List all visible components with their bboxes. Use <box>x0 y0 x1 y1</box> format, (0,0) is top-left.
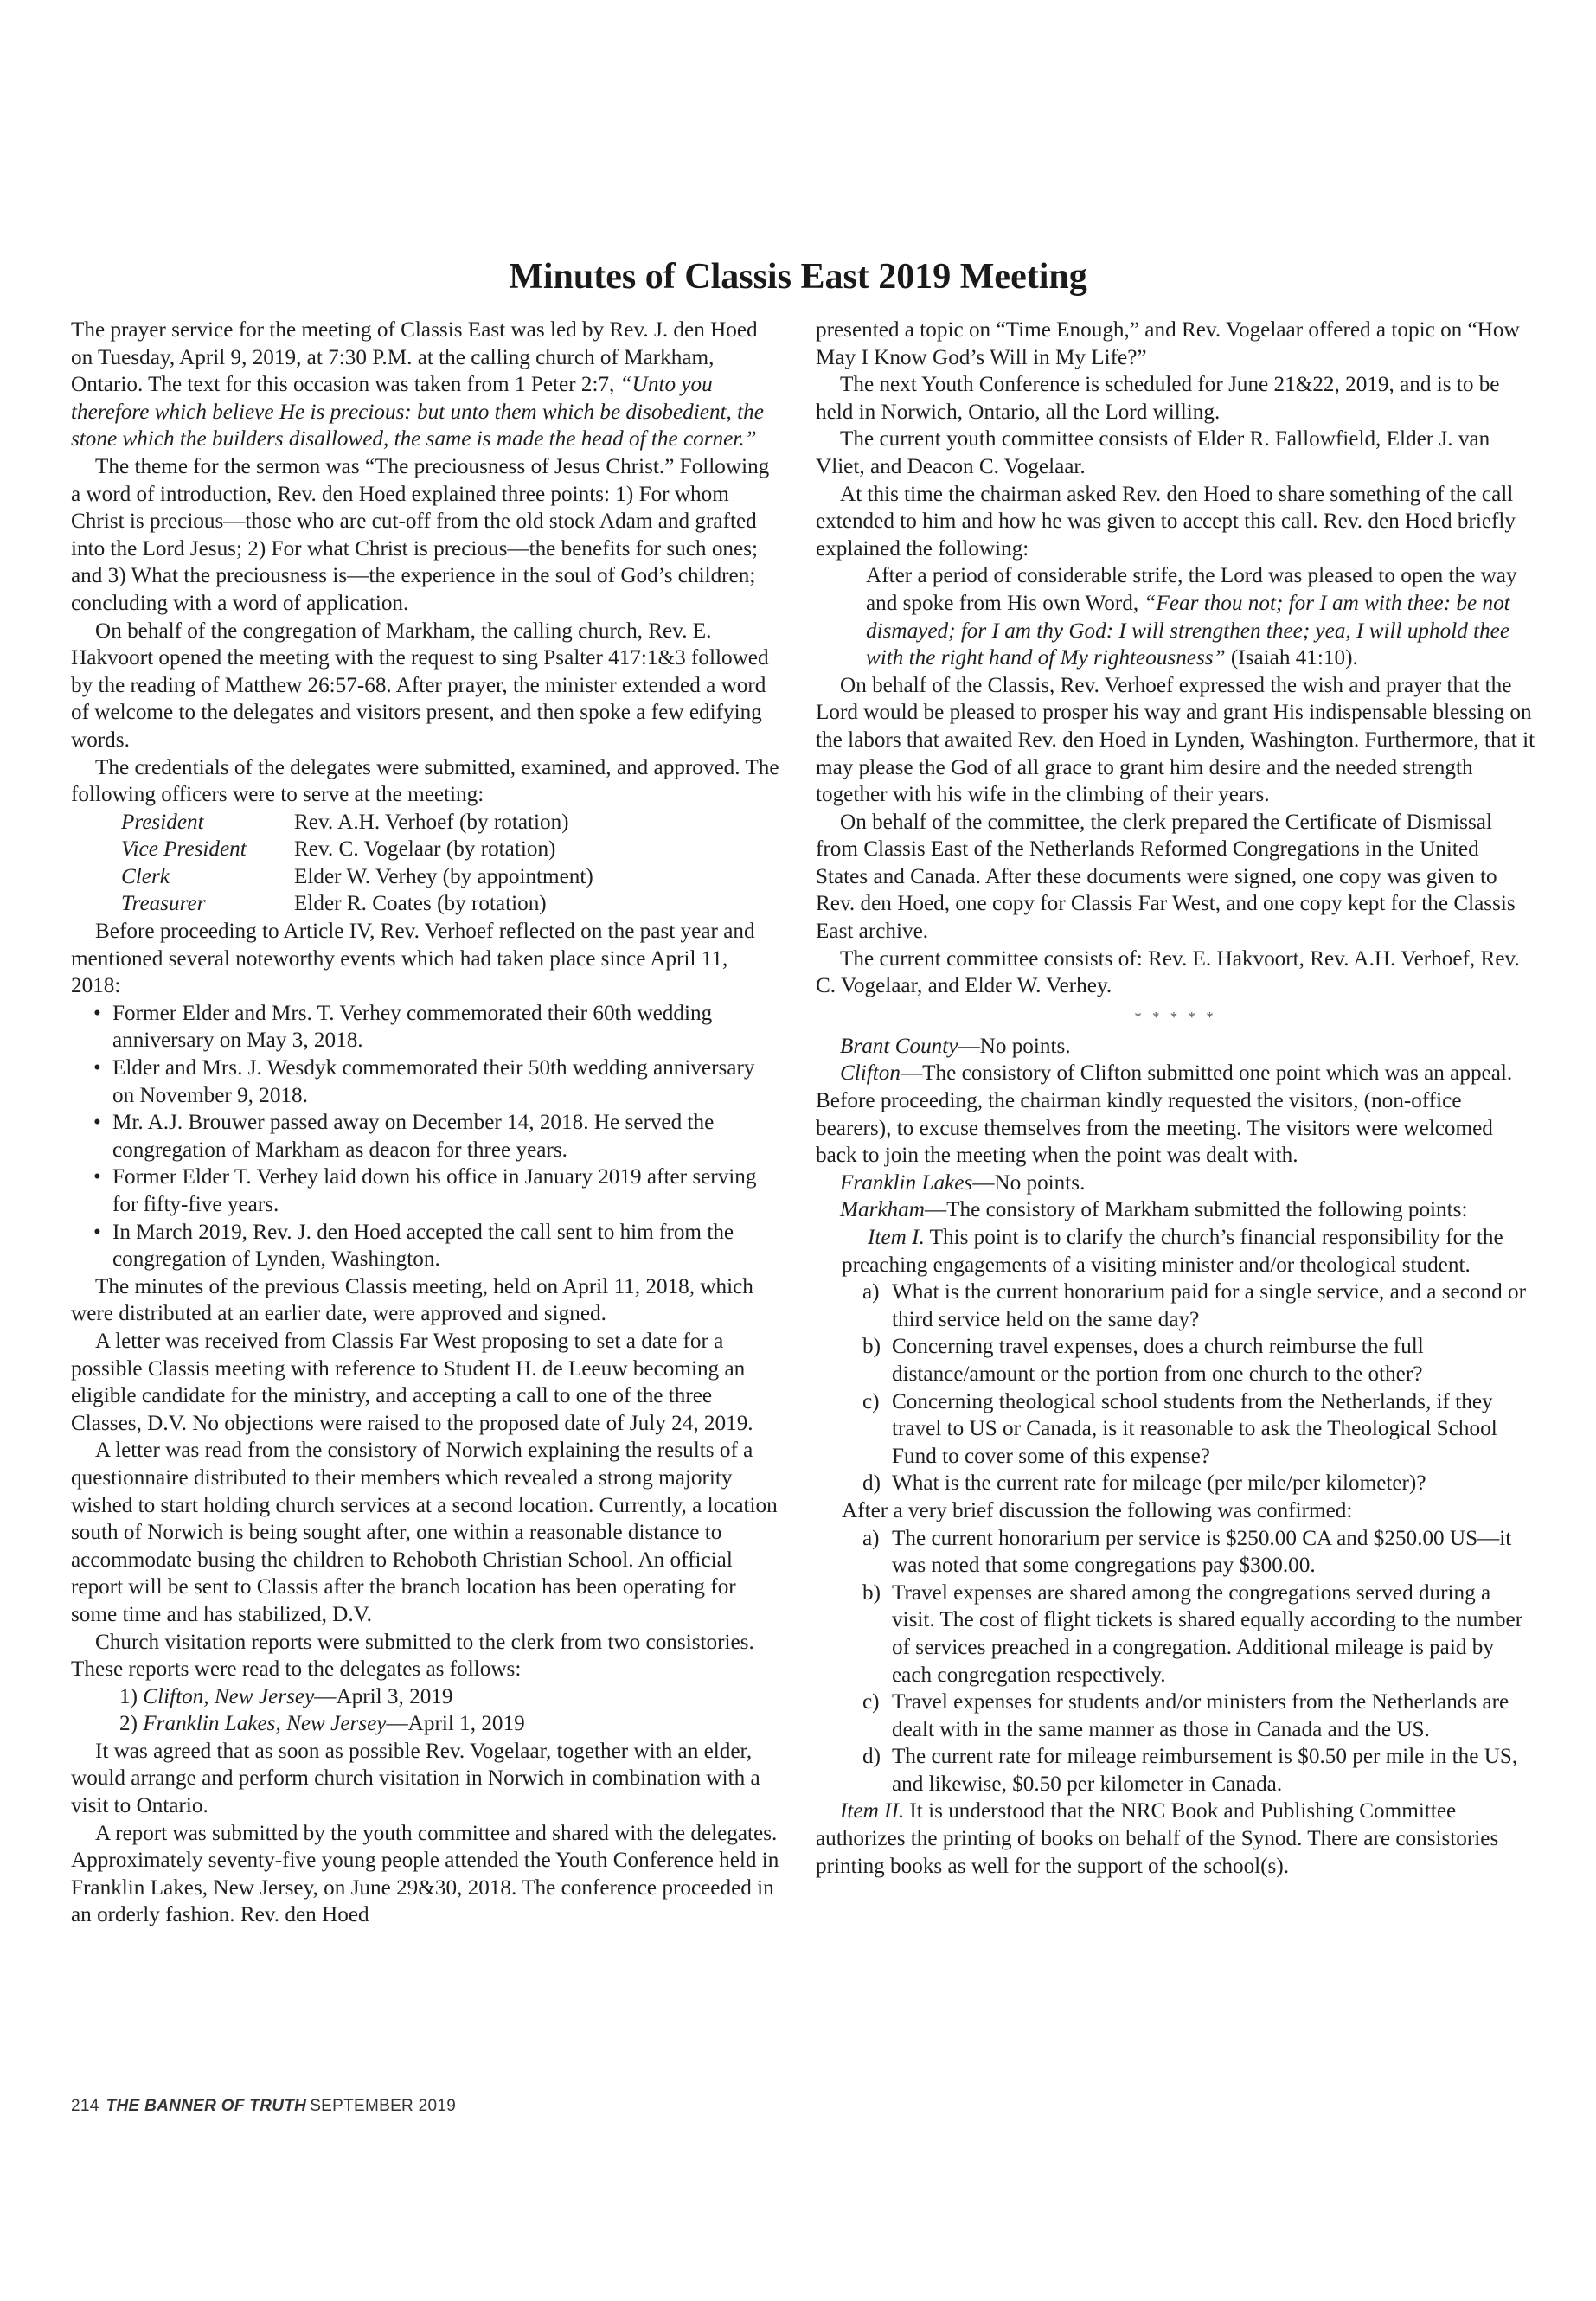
officer-row: Vice President Rev. C. Vogelaar (by rotation) <box>121 837 556 862</box>
paragraph-committee: The current committee consists of: Rev. E. Hakvoort, Rev. A.H. Verhoef, Rev. C. Vogelaar, and Elder W. Verhey. <box>816 946 1520 998</box>
list-item: • Elder and Mrs. J. Wesdyk commemorated their 50th wedding anniversary on November 9, 2018. <box>93 1056 755 1107</box>
answers-list <box>816 1525 1535 1798</box>
paragraph-dismissal: On behalf of the committee, the clerk prepared the Certificate of Dismissal from Classis East of the Netherlands Reformed Congregations in the United States and Canada. After these documents were signed, one copy was given to Rev. den Hoed, one copy for Classis Far West, and one copy kept for the Classis East archive. <box>816 810 1516 944</box>
bullet-icon: • <box>93 1056 101 1080</box>
item-two: Item II. It is understood that the NRC Book and Publishing Committee authorizes the printing of books on behalf of the Synod. There are consistories printing books as well for the support of the school(s). <box>816 1799 1499 1878</box>
list-item: b) Concerning travel expenses, does a church reimburse the full distance/amount or the portion from one church to the other? <box>862 1335 1424 1386</box>
paragraph-youth-topics: presented a topic on “Time Enough,” and Rev. Vogelaar offered a topic on “How May I Know God’s Will in My Life?” <box>816 318 1520 369</box>
questions-list <box>816 1279 1535 1497</box>
paragraph-brant-county: Brant County—No points. <box>840 1034 1071 1058</box>
page-footer <box>71 2097 456 2116</box>
paragraph-clifton: Clifton—The consistory of Clifton submitted one point which was an appeal. Before proceeding, the chairman kindly requested the visitors, (non-office bearers), to excuse themselves from the meeting. The visitors were welcomed back to join the meeting when the point was dealt with. <box>816 1061 1513 1168</box>
section-divider: * * * * * <box>1134 1008 1217 1025</box>
paragraph-opening: On behalf of the congregation of Markham, the calling church, Rev. E. Hakvoort opened the meeting with the request to sing Psalter 417:1&3 followed by the reading of Matthew 26:57-68. After prayer, the minister extended a word of welcome to the delegates and visitors present, and then spoke a few edifying words. <box>71 619 769 752</box>
paragraph-minutes: The minutes of the previous Classis meeting, held on April 11, 2018, which were distributed at an earlier date, were approved and signed. <box>71 1274 753 1326</box>
list-item: b) Travel expenses are shared among the congregations served during a visit. The cost of flight tickets is shared equally according to the number of services preached in a congregation. Additional mileage is paid by each congregation respectively. <box>862 1580 1523 1687</box>
paragraph-confirmed: After a very brief discussion the following was confirmed: <box>842 1498 1353 1522</box>
paragraph-reflection: Before proceeding to Article IV, Rev. Verhoef reflected on the past year and mentioned several noteworthy events which had taken place since April 11, 2018: <box>71 920 755 998</box>
paragraph-youth-report: A report was submitted by the youth committee and shared with the delegates. Approximately seventy-five young people attended the Youth Conference held in Franklin Lakes, New Jersey, on June 29&30, 2018. The conference proceeded in an orderly fashion. Rev. den Hoed <box>71 1821 779 1927</box>
visitation-item: 2) Franklin Lakes, New Jersey—April 1, 2019 <box>119 1712 525 1736</box>
list-item: c) Concerning theological school students from the Netherlands, if they travel to US or Canada, is it reasonable to ask the Theological School Fund to cover some of this expense? <box>862 1389 1497 1468</box>
left-column <box>71 317 780 1929</box>
paragraph-markham: Markham—The consistory of Markham submitted the following points: <box>840 1198 1468 1222</box>
magazine-name: THE BANNER OF TRUTH <box>106 2097 307 2115</box>
paragraph-youth-committee: The current youth committee consists of Elder R. Fallowfield, Elder J. van Vliet, and Deacon C. Vogelaar. <box>816 427 1490 478</box>
article-title: Minutes of Classis East 2019 Meeting <box>509 257 1087 297</box>
right-column <box>816 317 1535 1880</box>
scripture-quote: “Unto you therefore which believe He is precious: but unto them which be disobedient, the stone which the builders disallowed, the same is made the head of the corner.” <box>71 373 764 452</box>
paragraph-blessing: On behalf of the Classis, Rev. Verhoef expressed the wish and prayer that the Lord would be pleased to prosper his way and grant His indispensable blessing on the labors that awaited Rev. den Hoed in Lynden, Washington. Furthermore, that it may please the God of all grace to grant him desire and the needed strength together with his wife in the climbing of their years. <box>816 673 1535 807</box>
list-item: d) What is the current rate for mileage (per mile/per kilometer)? <box>862 1471 1426 1496</box>
list-item: a) What is the current honorarium paid for a single service, and a second or third service held on the same day? <box>862 1280 1526 1331</box>
list-item: d) The current rate for mileage reimbursement is $0.50 per mile in the US, and likewise, $0.50 per kilometer in Canada. <box>862 1745 1518 1796</box>
paragraph-prayer-service: The prayer service for the meeting of Classis East was led by Rev. J. den Hoed on Tuesday, April 9, 2019, at 7:30 P.M. at the calling church of Markham, Ontario. The text for this occasion was taken from 1 Peter 2:7, “Unto you therefore which believe He is precious: but unto them which be disobedient, the stone which the builders disallowed, the same is made the head of the corner.” <box>71 318 764 452</box>
issue-date: SEPTEMBER 2019 <box>310 2097 457 2115</box>
page-number: 214 <box>71 2097 99 2115</box>
list-item: • Mr. A.J. Brouwer passed away on December 14, 2018. He served the congregation of Markham as deacon for three years. <box>93 1111 715 1162</box>
paragraph-next-conference: The next Youth Conference is scheduled for June 21&22, 2019, and is to be held in Norwich, Ontario, all the Lord willing. <box>816 373 1500 424</box>
officer-list <box>71 809 780 918</box>
paragraph-far-west-letter: A letter was received from Classis Far West proposing to set a date for a possible Classis meeting with reference to Student H. de Leeuw becoming an eligible candidate for the ministry, and accepting a call to one of the three Classes, D.V. No objections were raised to the proposed date of July 24, 2019. <box>71 1329 753 1435</box>
block-quote: After a period of considerable strife, the Lord was pleased to open the way and spoke from His own Word, “Fear thou not; for I am with thee: be not dismayed; for I am thy God: I will strengthen thee; yea, I will uphold thee with the right hand of My righteousness” (Isaiah 41:10). <box>866 564 1517 670</box>
paragraph-norwich-visit: It was agreed that as soon as possible Rev. Vogelaar, together with an elder, would arrange and perform church visitation in Norwich in combination with a visit to Ontario. <box>71 1739 760 1818</box>
bullet-icon: • <box>93 1220 101 1244</box>
officer-row: President Rev. A.H. Verhoef (by rotation) <box>121 810 569 834</box>
paragraph-call: At this time the chairman asked Rev. den Hoed to share something of the call extended to him and how he was given to accept this call. Rev. den Hoed briefly explained the following: <box>816 482 1516 561</box>
events-list <box>71 1000 780 1273</box>
paragraph-franklin-lakes: Franklin Lakes—No points. <box>840 1170 1086 1195</box>
visitation-item: 1) Clifton, New Jersey—April 3, 2019 <box>119 1684 453 1708</box>
list-item: • Former Elder and Mrs. T. Verhey commemorated their 60th wedding anniversary on May 3, 2018. <box>93 1001 713 1053</box>
bullet-icon: • <box>93 1165 101 1189</box>
officer-row: Treasurer Elder R. Coates (by rotation) <box>121 892 547 916</box>
paragraph-credentials: The credentials of the delegates were submitted, examined, and approved. The following officers were to serve at the meeting: <box>71 755 779 807</box>
paragraph-visitation: Church visitation reports were submitted to the clerk from two consistories. These reports were read to the delegates as follows: <box>71 1630 754 1682</box>
paragraph-sermon-theme: The theme for the sermon was “The preciousness of Jesus Christ.” Following a word of introduction, Rev. den Hoed explained three points: 1) For whom Christ is precious—those who are cut-off from the old stock Adam and grafted into the Lord Jesus; 2) For what Christ is precious—the benefits for such ones; and 3) What the preciousness is—the experience in the soul of God’s children; concluding with a word of application. <box>71 454 770 615</box>
bullet-icon: • <box>93 1001 101 1025</box>
list-item: a) The current honorarium per service is $250.00 CA and $250.00 US—it was noted that some congregations pay $300.00. <box>862 1526 1512 1578</box>
officer-row: Clerk Elder W. Verhey (by appointment) <box>121 864 593 888</box>
paragraph-norwich-letter: A letter was read from the consistory of Norwich explaining the results of a questionnaire distributed to their members which revealed a strong majority wished to start holding church services at a second location. Currently, a location south of Norwich is being sought after, one within a reasonable distance to accommodate busing the children to Rehoboth Christian School. An official report will be sent to Classis after the branch location has been operating for some time and has stabilized, D.V. <box>71 1439 778 1626</box>
bullet-icon: • <box>93 1111 101 1135</box>
list-item: • Former Elder T. Verhey laid down his office in January 2019 after serving for fifty-five years. <box>93 1165 757 1216</box>
list-item: c) Travel expenses for students and/or ministers from the Netherlands are dealt with in the same manner as those in Canada and the US. <box>862 1690 1509 1741</box>
list-item: • In March 2019, Rev. J. den Hoed accepted the call sent to him from the congregation of Lynden, Washington. <box>93 1220 734 1272</box>
item-one: Item I. This point is to clarify the church’s financial responsibility for the preaching engagements of a visiting minister and/or theological student. <box>842 1226 1503 1277</box>
